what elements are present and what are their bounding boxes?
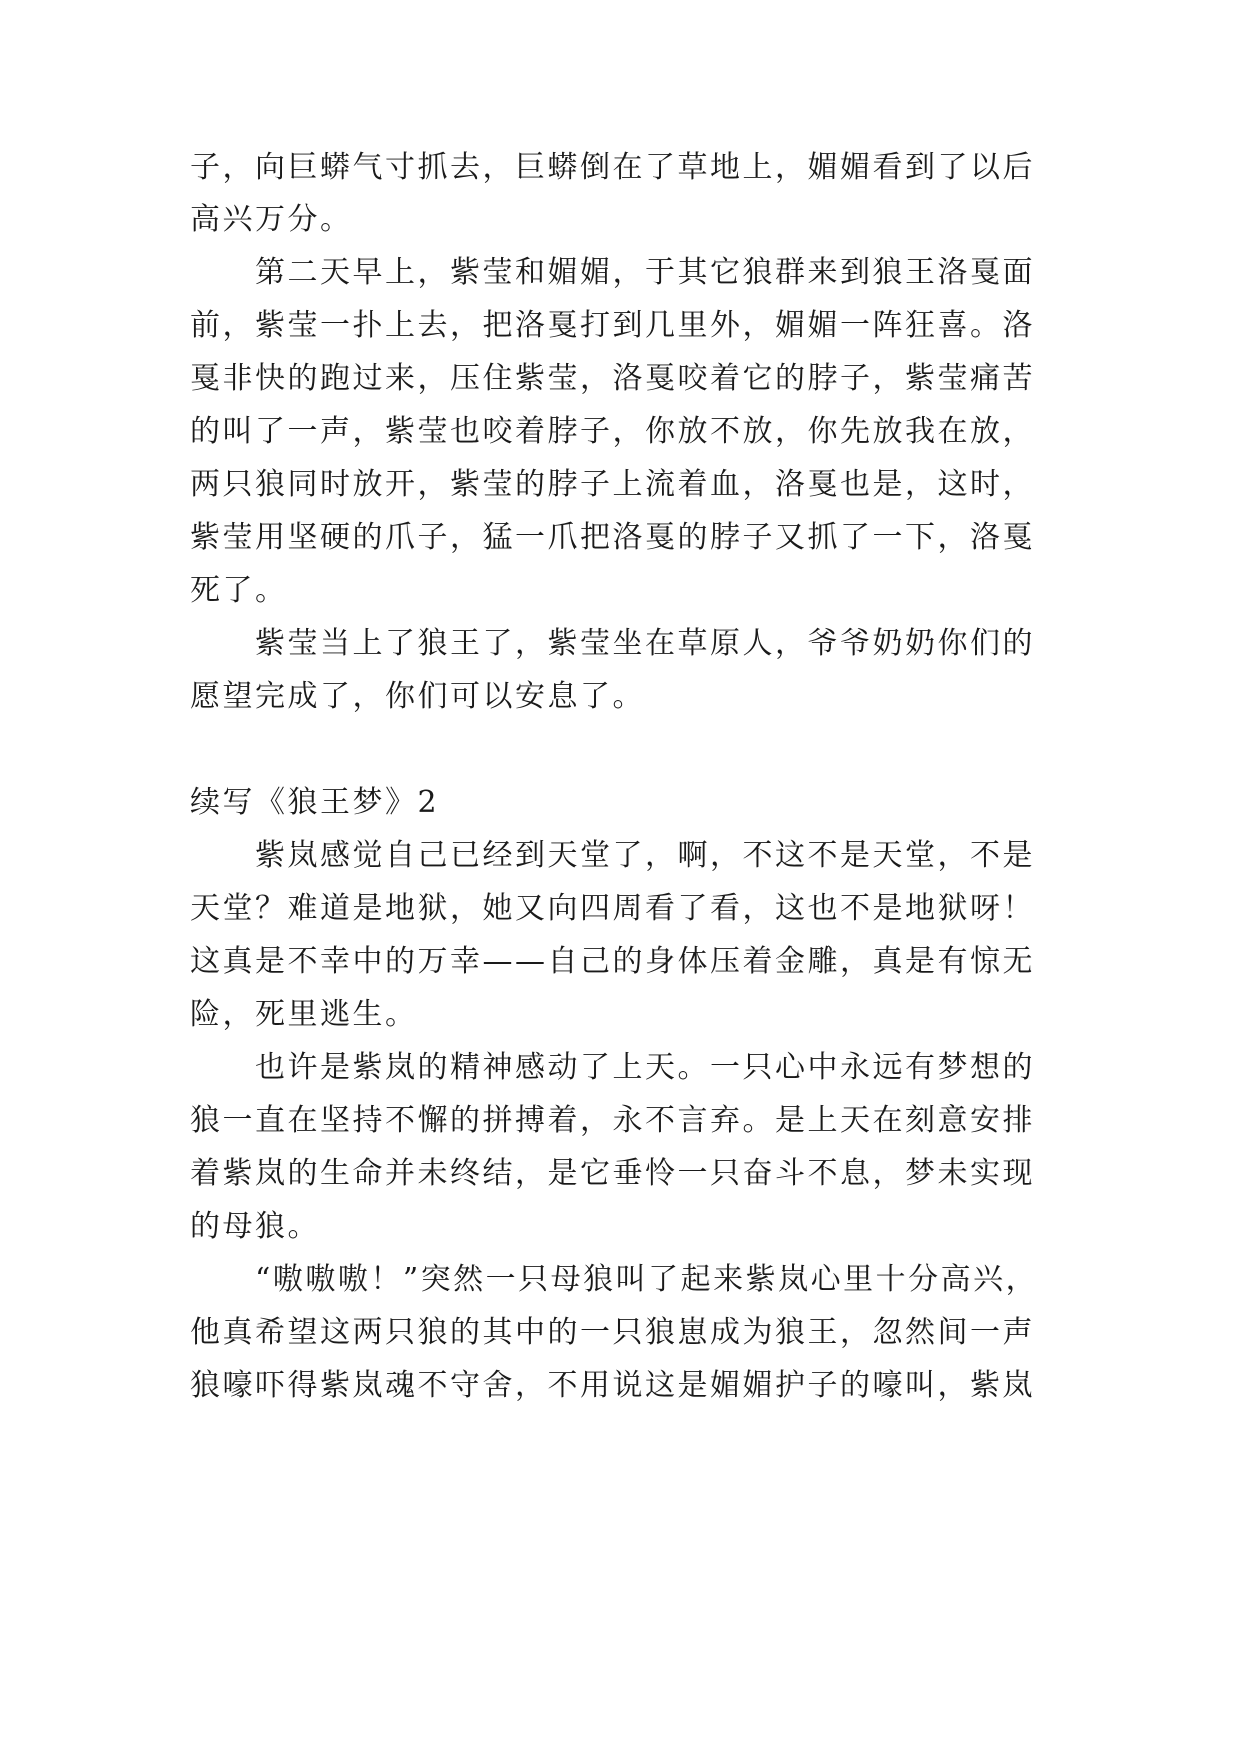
paragraph-line: “嗷嗷嗷！”突然一只母狼叫了起来紫岚心里十分高兴， <box>255 1262 1039 1297</box>
paragraph-line: 子，向巨蟒气寸抓去，巨蟒倒在了草地上，媚媚看到了以后 <box>190 150 1035 185</box>
paragraph-line: 狼嚎吓得紫岚魂不守舍，不用说这是媚媚护子的嚎叫，紫岚 <box>190 1368 1035 1403</box>
paragraph-line: 紫岚感觉自己已经到天堂了，啊，不这不是天堂，不是 <box>255 838 1035 873</box>
paragraph-line: 天堂？难道是地狱，她又向四周看了看，这也不是地狱呀！ <box>190 891 1035 926</box>
paragraph-line: 也许是紫岚的精神感动了上天。一只心中永远有梦想的 <box>255 1050 1035 1085</box>
paragraph-line: 狼一直在坚持不懈的拼搏着，永不言弃。是上天在刻意安排 <box>190 1103 1035 1138</box>
section-title: 续写《狼王梦》2 <box>190 785 440 820</box>
paragraph-line: 着紫岚的生命并未终结，是它垂怜一只奋斗不息，梦未实现 <box>190 1156 1035 1191</box>
paragraph-line: 险，死里逃生。 <box>190 997 418 1032</box>
paragraph-line: 戛非快的跑过来，压住紫莹，洛戛咬着它的脖子，紫莹痛苦 <box>190 361 1035 396</box>
paragraph-line: 他真希望这两只狼的其中的一只狼崽成为狼王，忽然间一声 <box>190 1315 1035 1350</box>
paragraph-line: 第二天早上，紫莹和媚媚，于其它狼群来到狼王洛戛面 <box>255 255 1035 290</box>
paragraph-line: 前，紫莹一扑上去，把洛戛打到几里外，媚媚一阵狂喜。洛 <box>190 308 1035 343</box>
paragraph-line: 紫莹当上了狼王了，紫莹坐在草原人，爷爷奶奶你们的 <box>255 626 1035 661</box>
paragraph-line: 紫莹用坚硬的爪子，猛一爪把洛戛的脖子又抓了一下，洛戛 <box>190 520 1035 555</box>
paragraph-line: 愿望完成了，你们可以安息了。 <box>190 679 645 714</box>
paragraph-line: 高兴万分。 <box>190 202 353 237</box>
paragraph-line: 两只狼同时放开，紫莹的脖子上流着血，洛戛也是，这时， <box>190 467 1035 502</box>
paragraph-line: 死了。 <box>190 573 288 608</box>
paragraph-line: 的叫了一声，紫莹也咬着脖子，你放不放，你先放我在放， <box>190 414 1035 449</box>
paragraph-line: 这真是不幸中的万幸——自己的身体压着金雕，真是有惊无 <box>190 944 1035 979</box>
paragraph-line: 的母狼。 <box>190 1209 320 1244</box>
